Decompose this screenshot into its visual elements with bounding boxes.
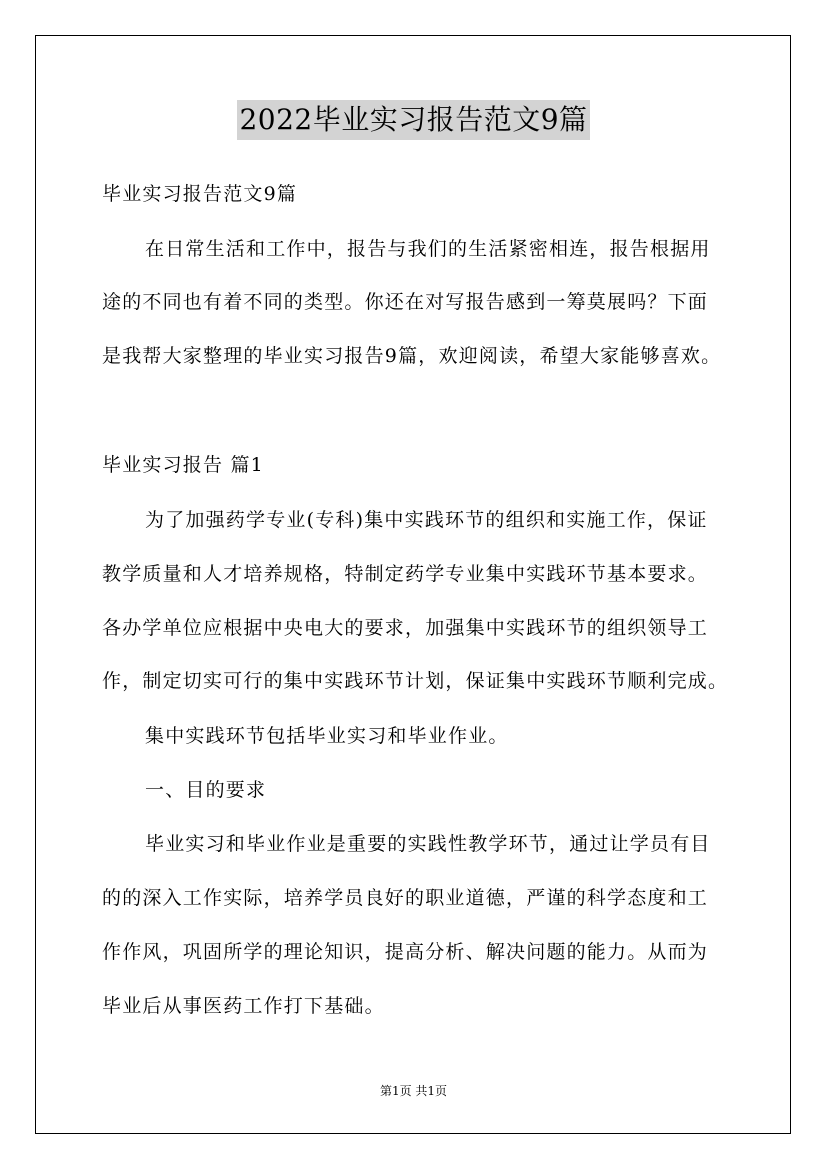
paragraph-line: 毕业后从事医药工作打下基础。 (102, 995, 385, 1017)
paragraph-line: 各办学单位应根据中央电大的要求，加强集中实践环节的组织领导工 (102, 617, 709, 639)
section-heading: 毕业实习报告范文9篇 (102, 183, 298, 205)
page-footer: 第1页 共1页 (379, 1084, 448, 1098)
paragraph-line: 教学质量和人才培养规格，特制定药学专业集中实践环节基本要求。 (102, 563, 709, 585)
paragraph-line: 途的不同也有着不同的类型。你还在对写报告感到一筹莫展吗？下面 (102, 291, 709, 313)
paragraph-line: 在日常生活和工作中，报告与我们的生活紧密相连，报告根据用 (145, 238, 711, 260)
title-container (0, 100, 827, 140)
paragraph-line: 是我帮大家整理的毕业实习报告9篇，欢迎阅读，希望大家能够喜欢。 (102, 345, 722, 367)
paragraph-line: 毕业实习和毕业作业是重要的实践性教学环节，通过让学员有目 (145, 833, 711, 855)
paragraph-line: 作作风，巩固所学的理论知识，提高分析、解决问题的能力。从而为 (102, 941, 709, 963)
paragraph-line: 集中实践环节包括毕业实习和毕业作业。 (145, 725, 509, 747)
paragraph-line: 作，制定切实可行的集中实践环节计划，保证集中实践环节顺利完成。 (102, 670, 729, 692)
subsection-heading: 一、目的要求 (145, 779, 267, 801)
section-heading: 毕业实习报告 篇1 (102, 454, 264, 476)
paragraph-line: 为了加强药学专业(专科)集中实践环节的组织和实施工作，保证 (145, 509, 708, 531)
document-title: 2022毕业实习报告范文9篇 (237, 100, 589, 140)
paragraph-line: 的的深入工作实际，培养学员良好的职业道德，严谨的科学态度和工 (102, 887, 709, 909)
